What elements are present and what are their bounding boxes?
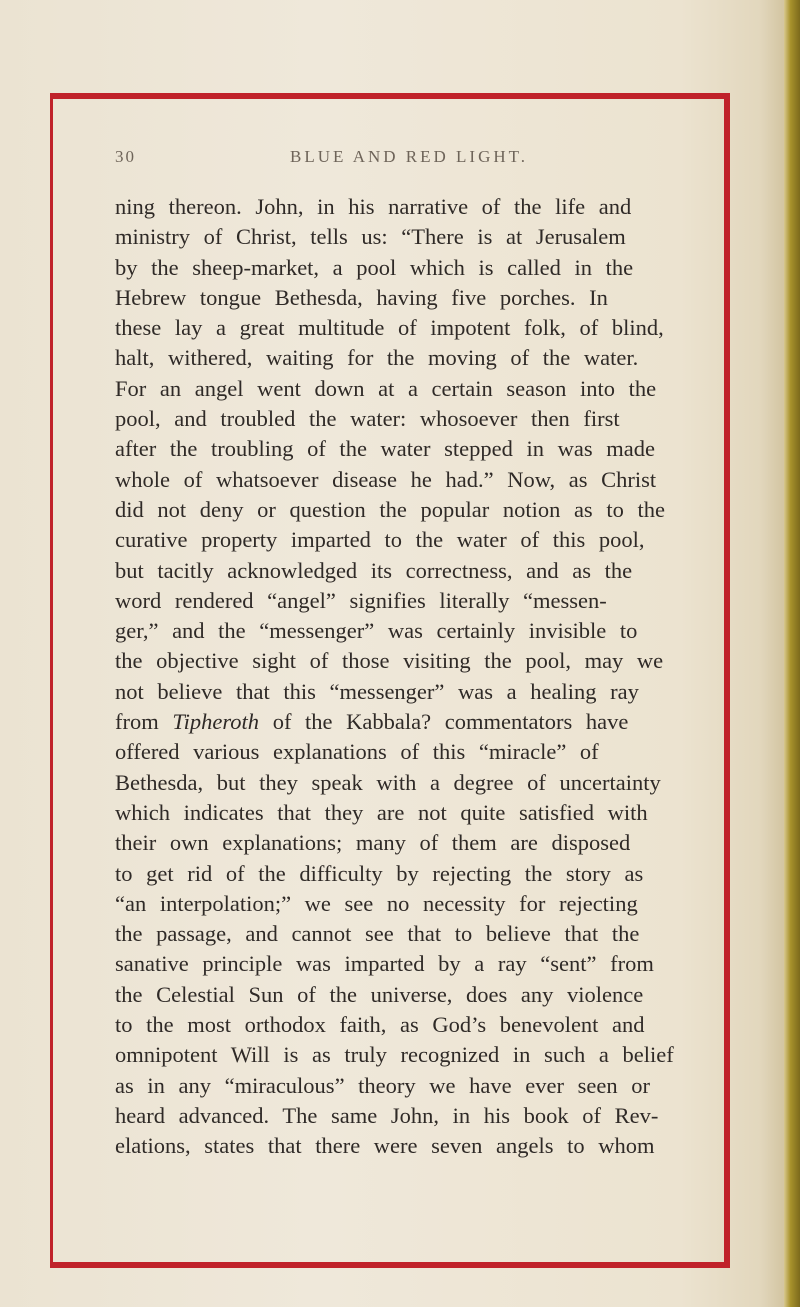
text-line: to the most orthodox faith, as God’s benevolent and	[115, 1012, 645, 1038]
text-line: halt, withered, waiting for the moving of the water.	[115, 345, 639, 371]
text-line: the Celestial Sun of the universe, does any violence	[115, 981, 644, 1007]
text-line: Hebrew tongue Bethesda, having five porches. In	[115, 284, 608, 310]
text-line: these lay a great multitude of impotent folk, of blind,	[115, 315, 664, 341]
red-frame-left	[50, 93, 53, 1268]
text-line: elations, states that there were seven angels to whom	[115, 1133, 655, 1159]
text-line: word rendered “angel” signifies literally “messen-	[115, 587, 607, 613]
text-line: “an interpolation;” we see no necessity for rejecting	[115, 890, 638, 916]
text-line: whole of whatsoever disease he had.” Now, as Christ	[115, 466, 657, 492]
text-line: the passage, and cannot see that to believe that the	[115, 921, 640, 947]
text-line: ning thereon. John, in his narrative of the life and	[115, 194, 632, 219]
text-line: after the troubling of the water stepped in was made	[115, 436, 655, 462]
page-number: 30	[115, 147, 136, 166]
page-header	[115, 147, 725, 171]
text-line: sanative principle was imparted by a ray “sent” from	[115, 951, 654, 977]
text-line: their own explanations; many of them are disposed	[115, 830, 631, 856]
text-line: from Tipheroth of the Kabbala? commentators have	[115, 709, 629, 735]
text-line: ger,” and the “messenger” was certainly invisible to	[115, 618, 638, 644]
text-line: but tacitly acknowledged its correctness, and as the	[115, 557, 633, 583]
red-frame-top	[50, 93, 730, 99]
text-line: did not deny or question the popular notion as to the	[115, 496, 665, 522]
running-head: BLUE AND RED LIGHT.	[290, 147, 528, 166]
text-line: heard advanced. The same John, in his book of Rev-	[115, 1102, 659, 1128]
text-line: omnipotent Will is as truly recognized in such a belief	[115, 1042, 674, 1068]
text-line: offered various explanations of this “miracle” of	[115, 739, 599, 765]
text-line: ministry of Christ, tells us: “There is at Jerusalem	[115, 224, 626, 250]
text-line: by the sheep-market, a pool which is called in the	[115, 254, 634, 280]
red-frame-bottom	[50, 1262, 730, 1268]
body-text	[115, 192, 725, 1162]
text-line: For an angel went down at a certain season into the	[115, 375, 657, 401]
text-line: curative property imparted to the water of this pool,	[115, 527, 645, 553]
text-line: to get rid of the difficulty by rejecting the story as	[115, 860, 644, 886]
text-line: not believe that this “messenger” was a healing ray	[115, 678, 639, 704]
text-line: which indicates that they are not quite satisfied with	[115, 799, 648, 825]
text-line: Bethesda, but they speak with a degree of uncertainty	[115, 769, 661, 795]
book-spine-edge	[784, 0, 800, 1307]
text-line: the objective sight of those visiting the pool, may we	[115, 648, 664, 674]
text-line: pool, and troubled the water: whosoever then first	[115, 406, 620, 432]
text-line: as in any “miraculous” theory we have ever seen or	[115, 1072, 650, 1098]
